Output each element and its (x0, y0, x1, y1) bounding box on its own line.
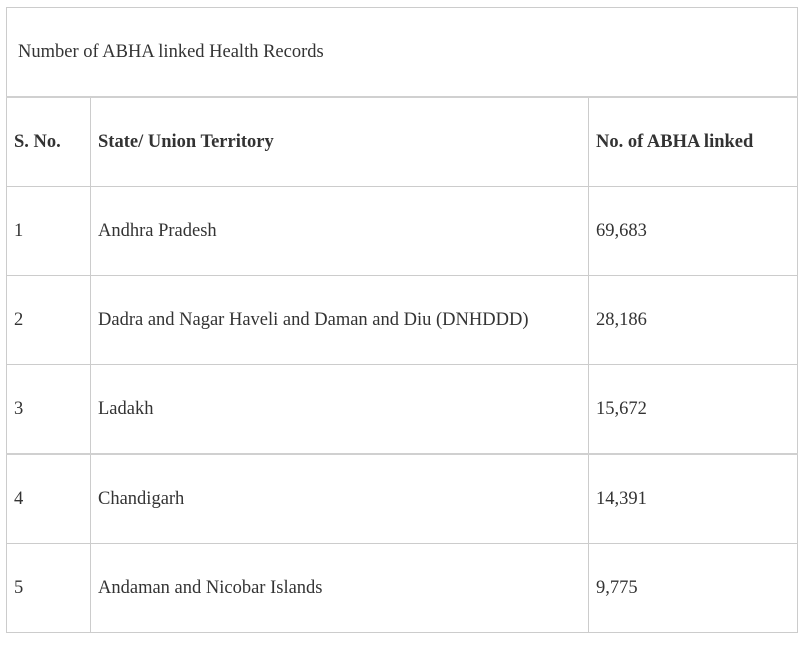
table-caption: Number of ABHA linked Health Records (7, 8, 798, 98)
table-row (7, 276, 798, 365)
header-state: State/ Union Territory (91, 97, 589, 187)
table-row (7, 187, 798, 276)
cell-state: Ladakh (91, 365, 589, 455)
cell-count: 9,775 (589, 544, 798, 633)
cell-count: 15,672 (589, 365, 798, 455)
table-row (7, 544, 798, 633)
table-header-row (7, 97, 798, 187)
abha-records-table (6, 7, 798, 633)
cell-state: Andaman and Nicobar Islands (91, 544, 589, 633)
table-row (7, 454, 798, 544)
table-caption-row (7, 8, 798, 98)
cell-sno: 2 (7, 276, 91, 365)
cell-sno: 3 (7, 365, 91, 455)
cell-count: 69,683 (589, 187, 798, 276)
header-sno: S. No. (7, 97, 91, 187)
cell-state: Chandigarh (91, 454, 589, 544)
cell-sno: 1 (7, 187, 91, 276)
cell-state: Andhra Pradesh (91, 187, 589, 276)
cell-count: 28,186 (589, 276, 798, 365)
header-count: No. of ABHA linked (589, 97, 798, 187)
table-row (7, 365, 798, 455)
cell-sno: 5 (7, 544, 91, 633)
cell-sno: 4 (7, 454, 91, 544)
cell-state: Dadra and Nagar Haveli and Daman and Diu (DNHDDD) (91, 276, 589, 365)
cell-count: 14,391 (589, 454, 798, 544)
